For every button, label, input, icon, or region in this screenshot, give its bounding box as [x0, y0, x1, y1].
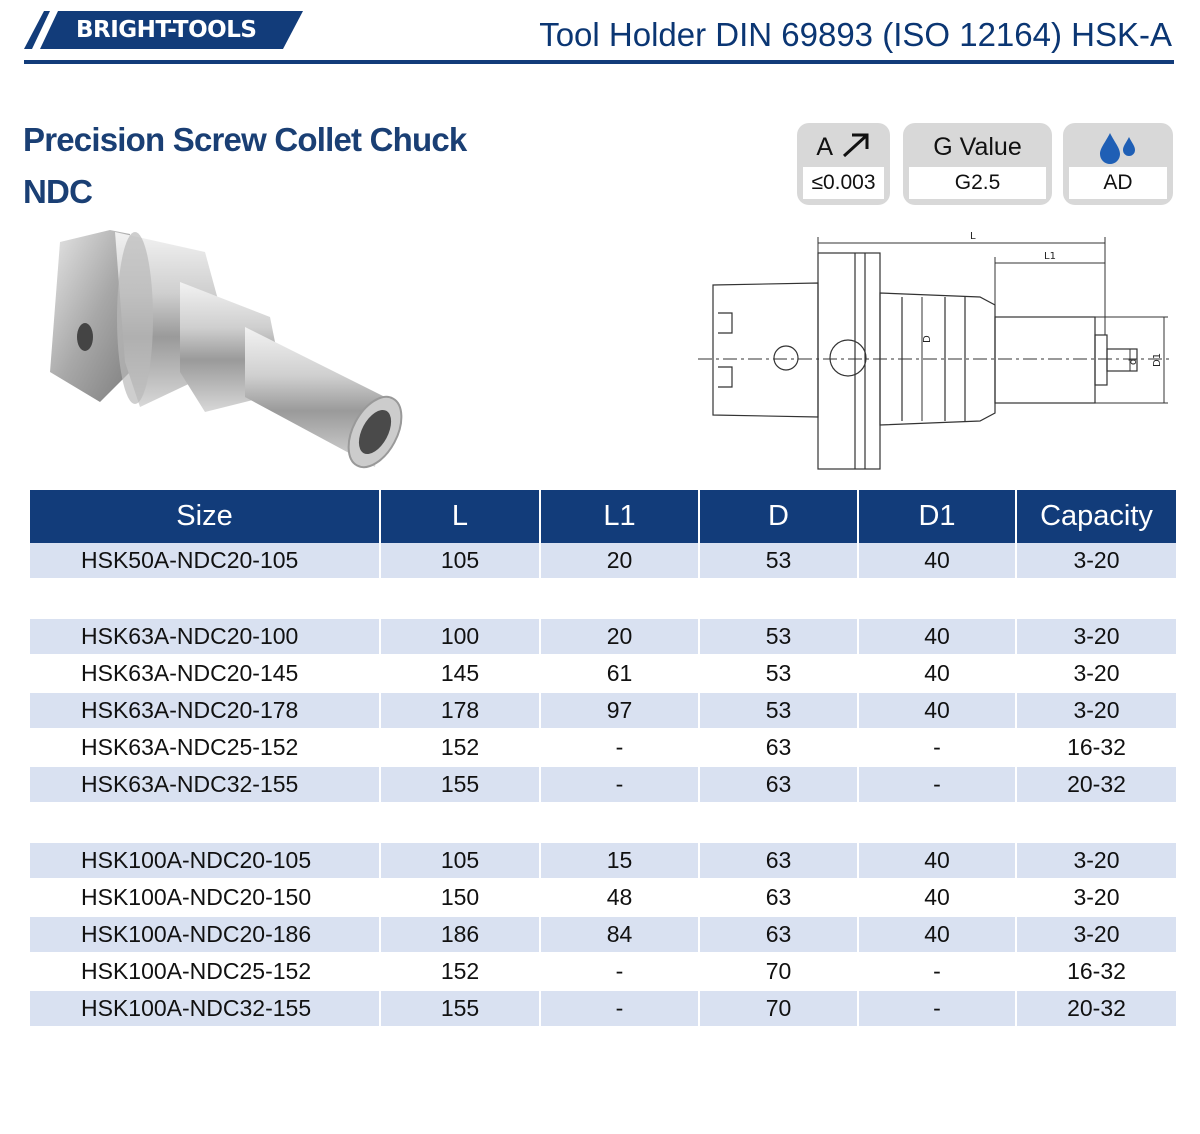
cell-l1: - — [541, 767, 700, 804]
cell-d1: 40 — [859, 619, 1017, 656]
cell-size: HSK100A-NDC20-150 — [30, 880, 381, 917]
group-spacer — [30, 580, 1176, 619]
water-drops-icon — [1098, 131, 1138, 165]
cell-capacity: 3-20 — [1017, 843, 1176, 880]
cell-l: 105 — [381, 843, 541, 880]
cell-d: 53 — [700, 543, 859, 580]
dim-label-small-d: d — [1128, 358, 1139, 365]
col-header-capacity: Capacity — [1017, 490, 1176, 543]
cell-size: HSK100A-NDC25-152 — [30, 954, 381, 991]
col-header-d: D — [700, 490, 859, 543]
cell-d: 63 — [700, 843, 859, 880]
cell-size: HSK63A-NDC20-145 — [30, 656, 381, 693]
cell-size: HSK100A-NDC32-155 — [30, 991, 381, 1028]
cell-size: HSK100A-NDC20-186 — [30, 917, 381, 954]
cell-d1: 40 — [859, 843, 1017, 880]
cell-size: HSK63A-NDC25-152 — [30, 730, 381, 767]
cell-l: 150 — [381, 880, 541, 917]
table-row — [30, 730, 1176, 767]
cell-d1: - — [859, 767, 1017, 804]
table-header-row — [30, 490, 1176, 543]
cell-l: 178 — [381, 693, 541, 730]
coolant-value: AD — [1069, 167, 1167, 199]
cell-l: 152 — [381, 954, 541, 991]
cell-l1: - — [541, 991, 700, 1028]
dim-label-d1: D1 — [1152, 352, 1163, 367]
table-row — [30, 656, 1176, 693]
cell-l: 145 — [381, 656, 541, 693]
dim-label-d: D — [922, 335, 933, 343]
cell-capacity: 16-32 — [1017, 730, 1176, 767]
cell-size: HSK50A-NDC20-105 — [30, 543, 381, 580]
cell-capacity: 16-32 — [1017, 954, 1176, 991]
cell-l: 152 — [381, 730, 541, 767]
cell-capacity: 3-20 — [1017, 619, 1176, 656]
table-row — [30, 954, 1176, 991]
cell-l1: 61 — [541, 656, 700, 693]
cell-d1: - — [859, 730, 1017, 767]
header-divider — [24, 60, 1174, 64]
cell-d: 70 — [700, 991, 859, 1028]
product-title-line2: NDC — [23, 173, 93, 210]
cell-d: 53 — [700, 656, 859, 693]
col-header-l1: L1 — [541, 490, 700, 543]
size-table — [30, 490, 1176, 1028]
cell-d1: 40 — [859, 656, 1017, 693]
cell-capacity: 3-20 — [1017, 917, 1176, 954]
table-row — [30, 693, 1176, 730]
accuracy-label: A — [816, 133, 832, 161]
accuracy-spec-box — [797, 123, 890, 205]
cell-size: HSK63A-NDC32-155 — [30, 767, 381, 804]
cell-d: 70 — [700, 954, 859, 991]
col-header-size: Size — [30, 490, 381, 543]
cell-l1: - — [541, 730, 700, 767]
cell-d1: 40 — [859, 917, 1017, 954]
brand-name: BRIGHT-TOOLS — [76, 17, 257, 43]
cell-d: 53 — [700, 619, 859, 656]
g-value-value: G2.5 — [909, 167, 1046, 199]
table-row — [30, 880, 1176, 917]
cell-l1: 20 — [541, 543, 700, 580]
technical-drawing — [690, 225, 1180, 475]
cell-capacity: 3-20 — [1017, 693, 1176, 730]
cell-l1: - — [541, 954, 700, 991]
cell-capacity: 3-20 — [1017, 543, 1176, 580]
col-header-l: L — [381, 490, 541, 543]
cell-d1: - — [859, 954, 1017, 991]
cell-capacity: 3-20 — [1017, 880, 1176, 917]
arrow-up-right-icon — [841, 132, 871, 158]
cell-d1: 40 — [859, 880, 1017, 917]
table-row — [30, 991, 1176, 1028]
brand-logo — [24, 10, 304, 50]
cell-l1: 48 — [541, 880, 700, 917]
dim-label-l1: L1 — [1044, 251, 1056, 262]
cell-l: 100 — [381, 619, 541, 656]
g-value-label: G Value — [933, 133, 1022, 161]
cell-d: 53 — [700, 693, 859, 730]
cell-d: 63 — [700, 917, 859, 954]
cell-d: 63 — [700, 767, 859, 804]
cell-l1: 15 — [541, 843, 700, 880]
cell-d: 63 — [700, 730, 859, 767]
coolant-spec-box — [1063, 123, 1173, 205]
accuracy-value: ≤0.003 — [803, 167, 884, 199]
table-row — [30, 543, 1176, 580]
cell-size: HSK100A-NDC20-105 — [30, 843, 381, 880]
header-title: Tool Holder DIN 69893 (ISO 12164) HSK-A — [539, 16, 1172, 53]
cell-l: 186 — [381, 917, 541, 954]
cell-l1: 97 — [541, 693, 700, 730]
cell-l: 105 — [381, 543, 541, 580]
cell-l: 155 — [381, 767, 541, 804]
table-row — [30, 619, 1176, 656]
cell-size: HSK63A-NDC20-100 — [30, 619, 381, 656]
product-title-line1: Precision Screw Collet Chuck — [23, 121, 467, 158]
cell-d1: 40 — [859, 543, 1017, 580]
cell-d: 63 — [700, 880, 859, 917]
dim-label-l: L — [970, 231, 976, 242]
cell-l1: 84 — [541, 917, 700, 954]
col-header-d1: D1 — [859, 490, 1017, 543]
table-row — [30, 767, 1176, 804]
group-spacer — [30, 804, 1176, 843]
product-title — [23, 114, 466, 218]
table-row — [30, 917, 1176, 954]
g-value-spec-box — [903, 123, 1052, 205]
product-photo — [30, 222, 410, 482]
cell-capacity: 20-32 — [1017, 991, 1176, 1028]
cell-l1: 20 — [541, 619, 700, 656]
cell-capacity: 3-20 — [1017, 656, 1176, 693]
table-row — [30, 843, 1176, 880]
cell-size: HSK63A-NDC20-178 — [30, 693, 381, 730]
cell-l: 155 — [381, 991, 541, 1028]
cell-capacity: 20-32 — [1017, 767, 1176, 804]
cell-d1: 40 — [859, 693, 1017, 730]
cell-d1: - — [859, 991, 1017, 1028]
